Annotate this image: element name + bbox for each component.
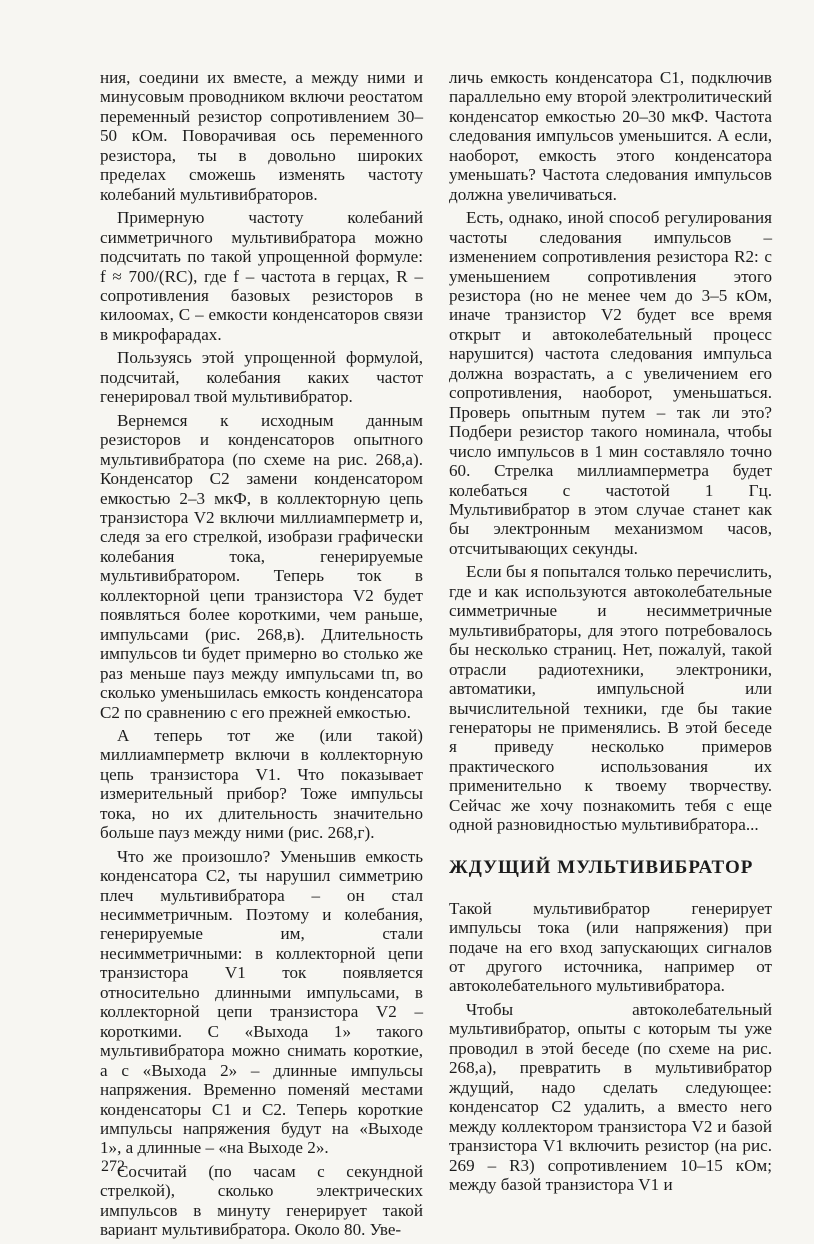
paragraph: Есть, однако, иной способ регулирования частоты следования импульсов – изменением сопротивления резистора R2: с уменьшением сопротивления этого резистора (но не менее чем до 3–5 кОм, иначе транзистор V2 будет все время открыт и автоколебательный процесс нарушится) частота следования импульса должна возрастать, а с увеличением его сопротивления, наоборот, уменьшаться. Проверь опытным путем – так ли это? Подбери резистор такого номинала, чтобы число импульсов в 1 мин составляло точно 60. Стрелка миллиамперметра будет колебаться с частотой 1 Гц. Мультивибратор в этом случае станет как бы электронным механизмом часов, отсчитывающих секунды. bbox=[449, 208, 772, 558]
paragraph: ния, соедини их вместе, а между ними и минусовым проводником включи реостатом переменный резистор сопротивлением 30–50 кОм. Поворачивая ось переменного резистора, ты в довольно широких пределах сможешь изменять частоту колебаний мультивибраторов. bbox=[100, 68, 423, 204]
paragraph: личь емкость конденсатора C1, подключив параллельно ему второй электролитический конденсатор емкостью 20–30 мкФ. Частота следования импульсов уменьшится. А если, наоборот, емкость этого конденсатора уменьшать? Частота следования импульсов должна увеличиваться. bbox=[449, 68, 772, 204]
paragraph: Чтобы автоколебательный мультивибратор, опыты с которым ты уже проводил в этой беседе (по схеме на рис. 268,а), превратить в мультивибратор ждущий, надо сделать следующее: конденсатор C2 удалить, а вместо него между коллектором транзистора V2 и базой транзистора V1 включить резистор (на рис. 269 – R3) сопротивлением 10–15 кОм; между базой транзистора V1 и bbox=[449, 999, 772, 1195]
paragraph: Такой мультивибратор генерирует импульсы тока (или напряжения) при подаче на его вход запускающих сигналов от другого источника, например от автоколебательного мультивибратора. bbox=[449, 898, 772, 996]
paragraph: Примерную частоту колебаний симметричного мультивибратора можно подсчитать по такой упрощенной формуле: f ≈ 700/(RC), где f – частота в герцах, R – сопротивления базовых резисторов в килоомах, C – емкости конденсаторов связи в микрофарадах. bbox=[100, 208, 423, 344]
paragraph: Что же произошло? Уменьшив емкость конденсатора C2, ты нарушил симметрию плеч мультивибратора – он стал несимметричным. Поэтому и колебания, генерируемые им, стали несимметричными: в коллекторной цепи транзистора V1 ток появляется относительно длинными импульсами, в коллекторной цепи транзистора V2 – короткими. С «Выхода 1» такого мультивибратора можно снимать короткие, а с «Выхода 2» – длинные импульсы напряжения. Временно поменяй местами конденсаторы C1 и C2. Теперь короткие импульсы напряжения будут на «Выходе 1», а длинные – «на Выходе 2». bbox=[100, 846, 423, 1158]
right-column bbox=[449, 68, 772, 1198]
page-number: 272 bbox=[101, 1158, 125, 1175]
paragraph: Если бы я попытался только перечислить, где и как используются автоколебательные симметричные и несимметричные мультивибраторы, для этого потребовалось бы несколько страниц. Нет, пожалуй, такой отрасли радиотехники, электроники, автоматики, импульсной или вычислительной техники, где бы такие генераторы не применялись. В этой беседе я приведу несколько примеров практического использования их применительно к твоему творчеству. Сейчас же хочу познакомить тебя с еще одной разновидностью мультивибратора... bbox=[449, 562, 772, 835]
left-column bbox=[100, 68, 423, 1244]
paragraph: Пользуясь этой упрощенной формулой, подсчитай, колебания каких частот генерировал твой мультивибратор. bbox=[100, 348, 423, 407]
section-heading: ЖДУЩИЙ МУЛЬТИВИБРАТОР bbox=[449, 856, 754, 878]
paragraph: Сосчитай (по часам с секундной стрелкой), сколько электрических импульсов в минуту генерирует такой вариант мультивибратора. Около 80. Уве- bbox=[100, 1161, 423, 1240]
paragraph: А теперь тот же (или такой) миллиамперметр включи в коллекторную цепь транзистора V1. Что показывает измерительный прибор? Тоже импульсы тока, но их длительность значительно больше пауз между ними (рис. 268,г). bbox=[100, 725, 423, 843]
paragraph: Вернемся к исходным данным резисторов и конденсаторов опытного мультивибратора (по схеме на рис. 268,а). Конденсатор C2 замени конденсатором емкостью 2–3 мкФ, в коллекторную цепь транзистора V2 включи миллиамперметр и, следя за его стрелкой, изобрази графически колебания тока, генерируемые мультивибратором. Теперь ток в коллекторной цепи транзистора V2 будет появляться более короткими, чем раньше, импульсами (рис. 268,в). Длительность импульсов tи будет примерно во столько же раз меньше пауз между импульсами tп, во сколько уменьшилась емкость конденсатора C2 по сравнению с его прежней емкостью. bbox=[100, 410, 423, 722]
